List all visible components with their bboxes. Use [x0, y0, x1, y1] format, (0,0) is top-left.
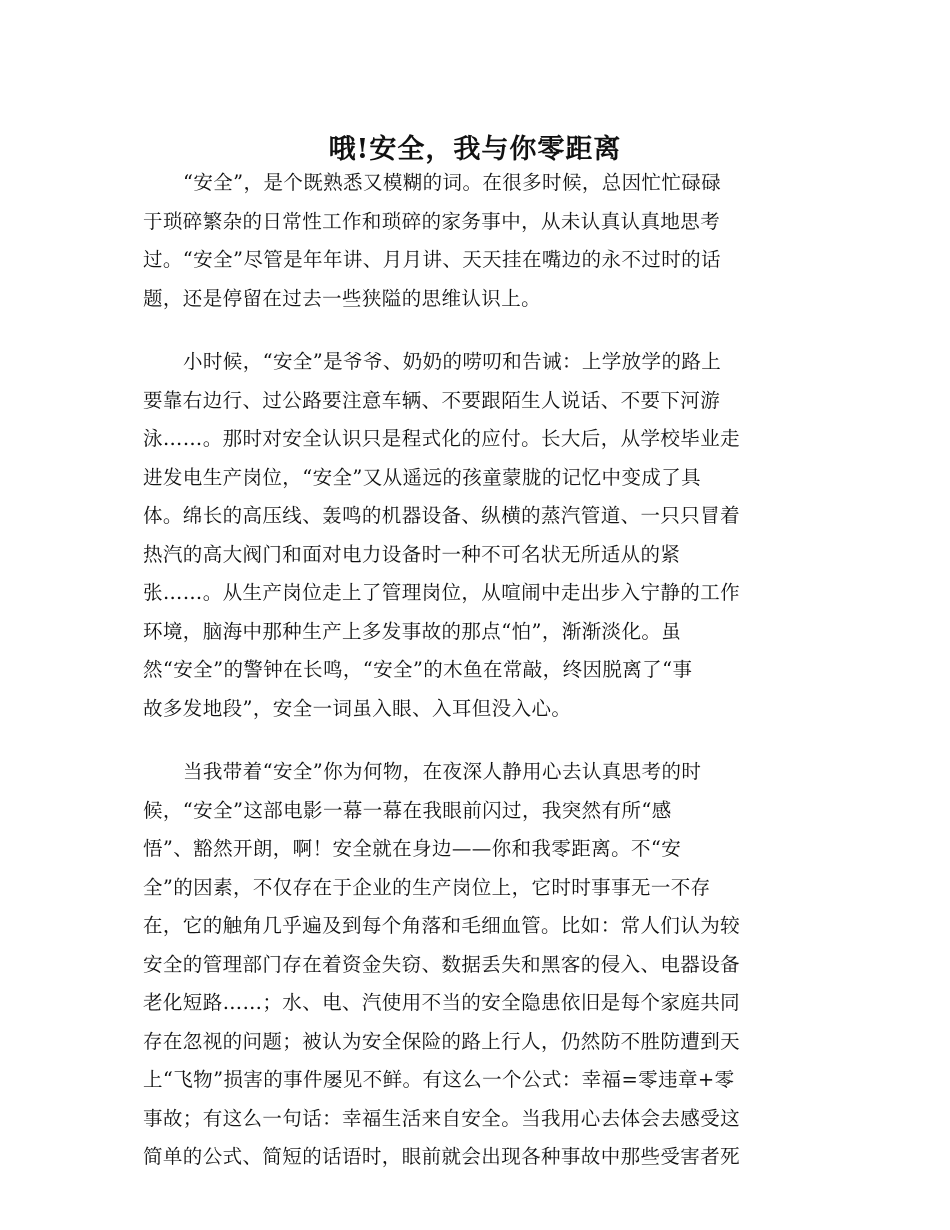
paragraph-line: 存在忽视的问题；被认为安全保险的路上行人，仍然防不胜防遭到天	[143, 1029, 741, 1053]
paragraph-line: 热汽的高大阀门和面对电力设备时一种不可名状无所适从的紧	[143, 542, 681, 566]
paragraph-line: 悟”、豁然开朗，啊！安全就在身边——你和我零距离。不“安	[143, 837, 682, 860]
paragraph-line: 张……。从生产岗位走上了管理岗位，从喧闹中走出步入宁静的工作	[143, 581, 741, 604]
paragraph-line: 在，它的触角几乎遍及到每个角落和毛细血管。比如：常人们认为较	[143, 914, 741, 937]
paragraph-line: 环境，脑海中那种生产上多发事故的那点“怕”，渐渐淡化。虽	[143, 619, 682, 643]
paragraph	[143, 753, 823, 1177]
paragraph-line: 上“飞物”损害的事件屡见不鲜。有这么一个公式：幸福=零违章+零	[143, 1068, 735, 1091]
paragraph-line: 过。“安全”尽管是年年讲、月月讲、天天挂在嘴边的永不过时的话	[143, 248, 721, 271]
paragraph-line: 要靠右边行、过公路要注意车辆、不要跟陌生人说话、不要下河游	[143, 388, 721, 412]
paragraph-line: 事故；有这么一句话：幸福生活来自安全。当我用心去体会去感受这	[143, 1106, 741, 1130]
paragraph-line: 全”的因素，不仅存在于企业的生产岗位上，它时时事事无一不存	[143, 875, 711, 899]
paragraph-line: 题，还是停留在过去一些狭隘的思维认识上。	[143, 286, 542, 310]
paragraph-line: 体。绵长的高压线、轰鸣的机器设备、纵横的蒸汽管道、一只只冒着	[143, 504, 741, 527]
page-title: 哦!安全，我与你零距离	[328, 134, 622, 166]
paragraph-line: 候，“安全”这部电影一幕一幕在我眼前闪过，我突然有所“感	[143, 798, 672, 822]
paragraph-line: 老化短路……；水、电、汽使用不当的安全隐患依旧是每个家庭共同	[143, 991, 741, 1014]
paragraph-line: 故多发地段”，安全一词虽入眼、入耳但没入心。	[143, 696, 572, 720]
paragraph-line: 安全的管理部门存在着资金失窃、数据丢失和黑客的侵入、电器设备	[143, 952, 741, 976]
paragraph-line: 小时候，“安全”是爷爷、奶奶的唠叨和告诫：上学放学的路上	[183, 350, 722, 373]
paragraph-gap	[143, 318, 823, 343]
paragraph-line: 进发电生产岗位，“安全”又从遥远的孩童蒙胧的记忆中变成了具	[143, 465, 702, 489]
paragraph-line: 于琐碎繁杂的日常性工作和琐碎的家务事中，从未认真认真地思考	[143, 209, 721, 233]
paragraph-line: 泳……。那时对安全认识只是程式化的应付。长大后，从学校毕业走	[143, 427, 741, 450]
document-body	[143, 164, 823, 1177]
paragraph	[143, 343, 823, 728]
paragraph-line: “安全”，是个既熟悉又模糊的词。在很多时候，总因忙忙碌碌	[183, 171, 722, 194]
paragraph-line: 然“安全”的警钟在长鸣，“安全”的木鱼在常敲，终因脱离了“事	[143, 658, 693, 681]
paragraph-gap	[143, 728, 823, 753]
paragraph-line: 简单的公式、简短的话语时，眼前就会出现各种事故中那些受害者死	[143, 1145, 741, 1168]
paragraph	[143, 164, 823, 318]
paragraph-line: 当我带着“安全”你为何物，在夜深人静用心去认真思考的时	[183, 760, 702, 783]
